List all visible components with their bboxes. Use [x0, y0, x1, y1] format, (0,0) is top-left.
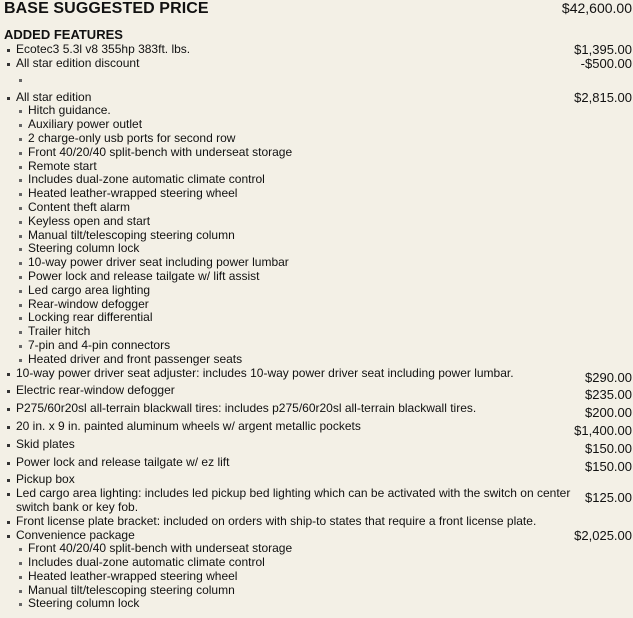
empty-sub-bullet	[4, 71, 632, 91]
sub-feature: 2 charge-only usb ports for second row	[16, 132, 632, 146]
feature-sublist	[4, 542, 632, 611]
feature-name: P275/60r20sl all-terrain blackwall tires: includes p275/60r20sl all-terrain blackwall tires.	[4, 402, 585, 416]
sub-feature: Auxiliary power outlet	[16, 118, 632, 132]
sub-feature: Remote start	[16, 160, 632, 174]
sub-feature: Includes dual-zone automatic climate control	[16, 556, 632, 570]
feature-item	[4, 438, 632, 456]
feature-name: Skid plates	[4, 438, 585, 452]
sub-feature: Heated driver and front passenger seats	[16, 353, 632, 367]
base-price-value: $42,600.00	[561, 0, 632, 16]
sub-feature: Hitch guidance.	[16, 104, 632, 118]
feature-name: 20 in. x 9 in. painted aluminum wheels w/ argent metallic pockets	[4, 420, 574, 434]
sub-feature: Locking rear differential	[16, 311, 632, 325]
feature-item	[4, 487, 632, 515]
sub-feature: Includes dual-zone automatic climate control	[16, 173, 632, 187]
sub-feature: Steering column lock	[16, 597, 632, 611]
sub-feature: Front 40/20/40 split-bench with underseat storage	[16, 146, 632, 160]
feature-list	[4, 43, 632, 611]
sub-feature: Manual tilt/telescoping steering column	[16, 229, 632, 243]
sub-feature: 10-way power driver seat including power lumbar	[16, 256, 632, 270]
feature-item	[4, 367, 632, 385]
feature-name: Led cargo area lighting: includes led pickup bed lighting which can be activated with the switch on center switch bank or key fob.	[4, 487, 585, 515]
sub-feature: Manual tilt/telescoping steering column	[16, 584, 632, 598]
sub-feature: 7-pin and 4-pin connectors	[16, 339, 632, 353]
sub-feature: Trailer hitch	[16, 325, 632, 339]
feature-item	[4, 529, 632, 543]
feature-price: $2,815.00	[574, 89, 632, 105]
feature-item	[4, 456, 632, 474]
feature-name: Ecotec3 5.3l v8 355hp 383ft. lbs.	[4, 43, 574, 57]
feature-item	[4, 473, 632, 487]
feature-item	[4, 57, 632, 71]
feature-item	[4, 91, 632, 105]
feature-price: $235.00	[585, 387, 632, 403]
sub-feature: Content theft alarm	[16, 201, 632, 215]
feature-item	[4, 384, 632, 402]
feature-name: Front license plate bracket: included on orders with ship-to states that require a front license plate.	[4, 515, 632, 529]
feature-name: All star edition discount	[4, 57, 581, 71]
feature-price: $150.00	[585, 458, 632, 474]
feature-price: $200.00	[585, 405, 632, 421]
feature-name: Convenience package	[4, 529, 574, 543]
base-price-label: BASE SUGGESTED PRICE	[4, 0, 209, 17]
sub-feature: Led cargo area lighting	[16, 284, 632, 298]
feature-name: Pickup box	[4, 473, 632, 487]
feature-name: 10-way power driver seat adjuster: includes 10-way power driver seat including power lumbar.	[4, 367, 585, 381]
feature-name: All star edition	[4, 91, 574, 105]
feature-price: $1,395.00	[574, 42, 632, 57]
sub-feature: Heated leather-wrapped steering wheel	[16, 570, 632, 584]
feature-item	[4, 402, 632, 420]
sub-feature: Power lock and release tailgate w/ lift assist	[16, 270, 632, 284]
feature-sublist	[4, 104, 632, 366]
feature-price: $150.00	[585, 440, 632, 456]
feature-item	[4, 515, 632, 529]
feature-sublist-wrap	[4, 104, 632, 366]
feature-item	[4, 43, 632, 57]
feature-sublist-wrap	[4, 542, 632, 611]
feature-price: -$500.00	[580, 55, 632, 71]
added-features-title: ADDED FEATURES	[4, 27, 123, 42]
sub-feature: Steering column lock	[16, 242, 632, 256]
sub-feature: Front 40/20/40 split-bench with underseat storage	[16, 542, 632, 556]
base-price-row	[4, 0, 632, 22]
feature-name: Power lock and release tailgate w/ ez lift	[4, 456, 585, 470]
feature-price: $1,400.00	[574, 422, 632, 438]
feature-price: $125.00	[585, 490, 632, 506]
sub-feature: Rear-window defogger	[16, 298, 632, 312]
feature-price: $290.00	[585, 369, 632, 385]
sub-feature: Keyless open and start	[16, 215, 632, 229]
feature-price: $2,025.00	[574, 527, 632, 543]
feature-item	[4, 420, 632, 438]
feature-name: Electric rear-window defogger	[4, 384, 585, 398]
sub-feature: Heated leather-wrapped steering wheel	[16, 187, 632, 201]
